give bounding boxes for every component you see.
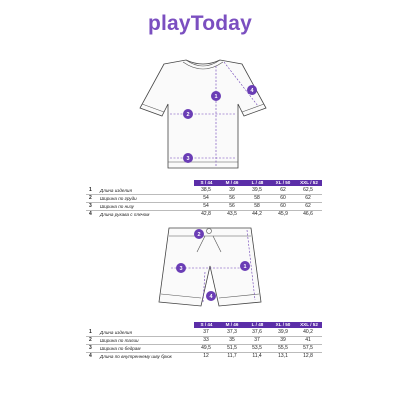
cell-value: 37 — [254, 337, 260, 343]
cell-value: 46,6 — [303, 211, 313, 217]
shorts-marker-4 — [206, 291, 216, 301]
cell-value: 49,5 — [201, 345, 211, 351]
cell-value: 54 — [203, 195, 209, 201]
cell-value: 12 — [203, 353, 209, 359]
row-label: Ширина по груди — [100, 196, 137, 201]
shorts-size-header — [194, 322, 322, 328]
row-label: Длина рукава с плечом — [100, 212, 150, 217]
cell-value: 55,5 — [278, 345, 288, 351]
size-header-cell: XL / 50 — [275, 180, 291, 185]
cell-value: 62 — [305, 203, 311, 209]
svg-text:3: 3 — [179, 266, 183, 272]
row-label: Длина по внутреннему шву брюк — [100, 354, 172, 359]
size-header-cell: S / 44 — [200, 180, 213, 185]
cell-value: 51,5 — [227, 345, 237, 351]
cell-value: 57,5 — [303, 345, 313, 351]
cell-value: 56 — [229, 195, 235, 201]
cell-value: 40,2 — [303, 329, 313, 335]
cell-value: 33 — [203, 337, 209, 343]
cell-value: 37 — [203, 329, 209, 335]
svg-text:1: 1 — [243, 264, 247, 270]
cell-value: 38,5 — [201, 187, 211, 193]
row-number: 1 — [89, 329, 92, 335]
shorts-marker-3 — [176, 263, 186, 273]
table-row — [86, 345, 322, 352]
size-header-cell: XXL / 52 — [300, 322, 318, 327]
table-row — [86, 203, 322, 210]
cell-value: 39,5 — [252, 187, 262, 193]
svg-text:3: 3 — [186, 156, 190, 162]
row-label: Длина изделия — [100, 188, 132, 193]
tshirt-marker-2 — [183, 109, 193, 119]
cell-value: 60 — [280, 203, 286, 209]
cell-value: 11,4 — [252, 353, 262, 359]
svg-text:2: 2 — [186, 112, 190, 118]
brand-logo: playToday — [147, 12, 253, 35]
size-header-cell: S / 44 — [200, 322, 213, 327]
shorts-size-table — [86, 322, 322, 362]
row-number: 2 — [89, 195, 92, 201]
cell-value: 39 — [229, 187, 235, 193]
row-label: Ширина по бедрам — [100, 346, 141, 351]
tshirt-drawing — [128, 56, 278, 176]
cell-value: 12,8 — [303, 353, 313, 359]
cell-value: 62 — [305, 195, 311, 201]
table-row — [86, 353, 322, 360]
size-header-cell: XL / 50 — [275, 322, 291, 327]
row-label: Ширина по низу — [100, 204, 134, 209]
cell-value: 45,9 — [278, 211, 288, 217]
table-row — [86, 337, 322, 344]
tshirt-marker-1 — [211, 91, 221, 101]
cell-value: 56 — [229, 203, 235, 209]
shorts-marker-2 — [194, 229, 204, 239]
cell-value: 62,5 — [303, 187, 313, 193]
cell-value: 13,1 — [278, 353, 288, 359]
svg-text:2: 2 — [197, 232, 201, 238]
cell-value: 35 — [229, 337, 235, 343]
table-row — [86, 211, 322, 218]
cell-value: 42,8 — [201, 211, 211, 217]
svg-text:1: 1 — [214, 94, 218, 100]
size-header-cell: L / 48 — [251, 180, 264, 185]
table-row — [86, 329, 322, 336]
cell-value: 44,2 — [252, 211, 262, 217]
cell-value: 11,7 — [227, 353, 237, 359]
tshirt-marker-4 — [247, 85, 257, 95]
cell-value: 39,9 — [278, 329, 288, 335]
cell-value: 58 — [254, 195, 260, 201]
row-number: 4 — [89, 353, 92, 359]
tshirt-size-header — [194, 180, 322, 186]
size-header-cell: XXL / 52 — [300, 180, 318, 185]
row-number: 3 — [89, 345, 92, 351]
shorts-marker-1 — [240, 261, 250, 271]
cell-value: 37,3 — [227, 329, 237, 335]
cell-value: 37,6 — [252, 329, 262, 335]
cell-value: 54 — [203, 203, 209, 209]
row-number: 2 — [89, 337, 92, 343]
row-number: 3 — [89, 203, 92, 209]
cell-value: 41 — [305, 337, 311, 343]
row-label: Длина изделия — [100, 330, 132, 335]
table-row — [86, 187, 322, 194]
tshirt-size-table — [86, 180, 322, 220]
cell-value: 62 — [280, 187, 286, 193]
shorts-drawing — [155, 222, 265, 312]
table-row — [86, 195, 322, 202]
size-header-cell: L / 48 — [251, 322, 264, 327]
cell-value: 58 — [254, 203, 260, 209]
svg-text:4: 4 — [209, 294, 213, 300]
size-header-cell: M / 46 — [225, 322, 239, 327]
tshirt-marker-3 — [183, 153, 193, 163]
row-number: 1 — [89, 187, 92, 193]
cell-value: 43,5 — [227, 211, 237, 217]
row-label: Ширина по талии — [100, 338, 139, 343]
svg-text:4: 4 — [250, 88, 254, 94]
cell-value: 60 — [280, 195, 286, 201]
size-header-cell: M / 46 — [225, 180, 239, 185]
cell-value: 39 — [280, 337, 286, 343]
cell-value: 53,5 — [252, 345, 262, 351]
row-number: 4 — [89, 211, 92, 217]
